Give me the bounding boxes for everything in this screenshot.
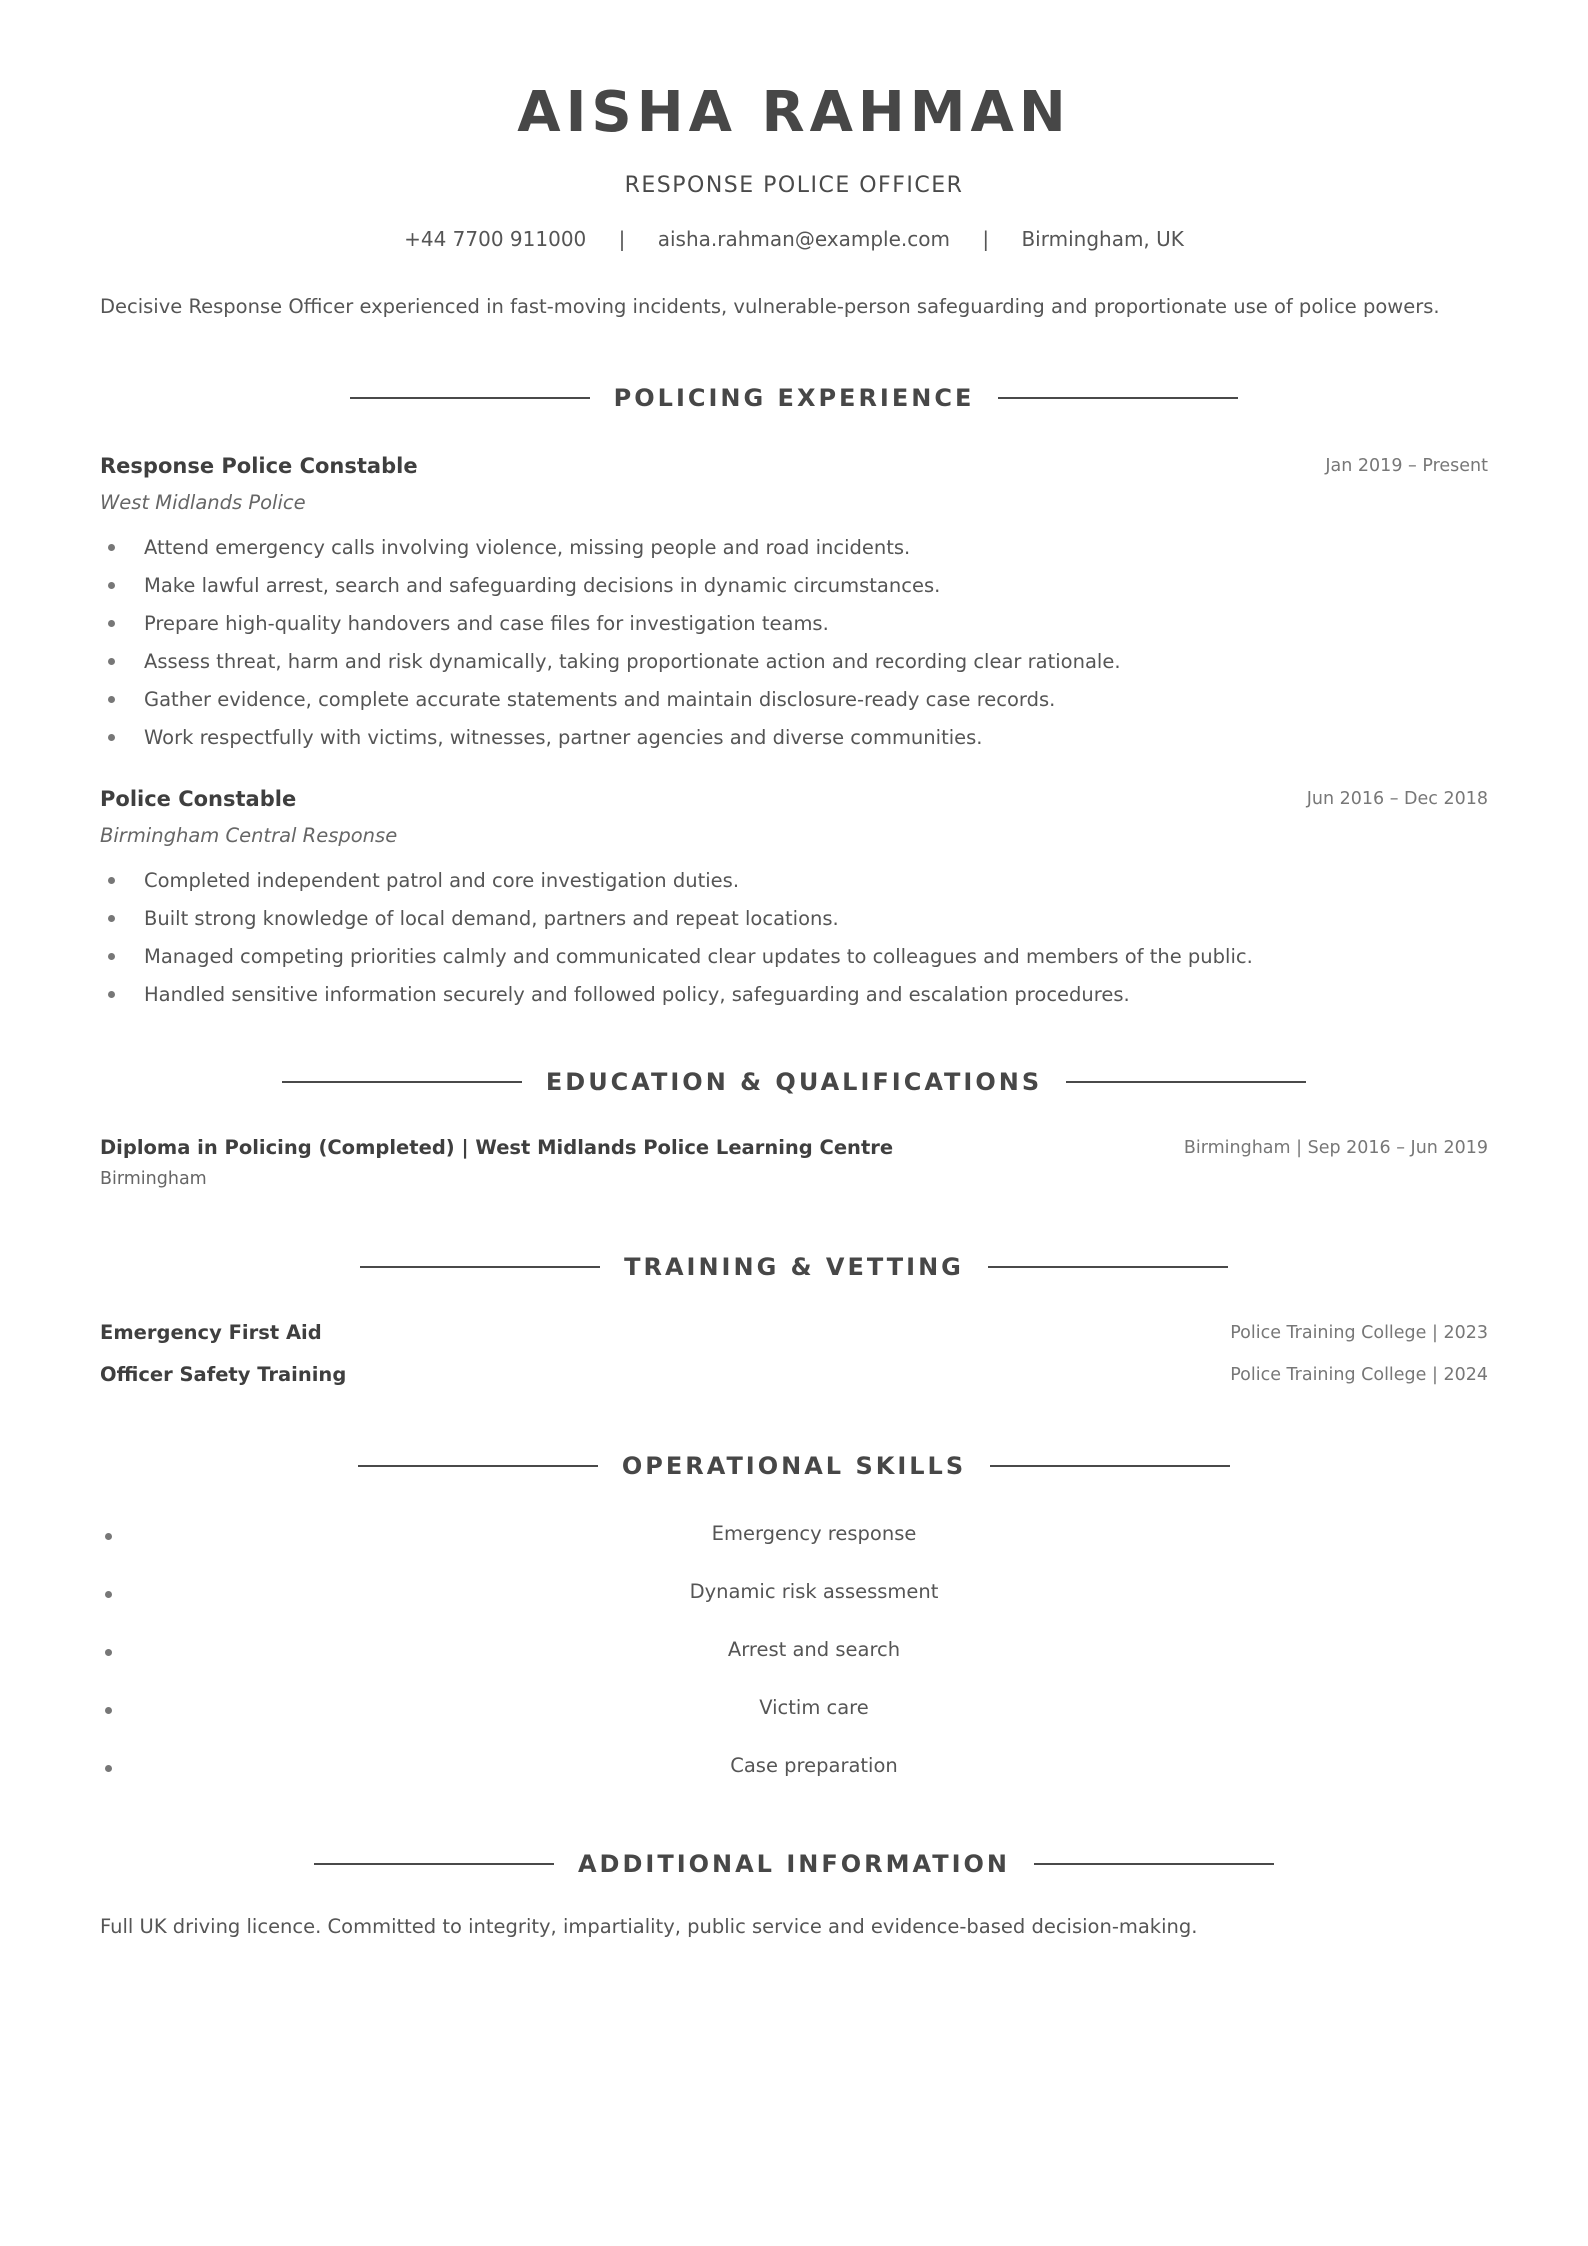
list-item: Prepare high-quality handovers and case files for investigation teams.	[100, 612, 1488, 650]
profile-summary: Decisive Response Officer experienced in fast-moving incidents, vulnerable-person safeguarding and proportionate use of police powers.	[100, 295, 1440, 318]
skill-label: Dynamic risk assessment	[689, 1580, 939, 1603]
heading-rule-right	[998, 397, 1238, 399]
contact-location: Birmingham, UK	[1021, 227, 1184, 251]
heading-rule-left	[282, 1081, 522, 1083]
education-meta: Birmingham | Sep 2016 – Jun 2019	[1183, 1138, 1488, 1158]
skill-item	[100, 1580, 1488, 1610]
section-title: EDUCATION & QUALIFICATIONS	[545, 1068, 1043, 1096]
list-item: Completed independent patrol and core investigation duties.	[100, 869, 1488, 907]
section-title: OPERATIONAL SKILLS	[621, 1452, 967, 1480]
skill-item	[100, 1696, 1488, 1726]
skill-label: Case preparation	[730, 1754, 898, 1777]
list-item: Attend emergency calls involving violence, missing people and road incidents.	[100, 536, 1488, 574]
candidate-role: RESPONSE POLICE OFFICER	[624, 173, 964, 198]
contact-separator: |	[618, 227, 626, 251]
candidate-name: AISHA RAHMAN	[517, 80, 1071, 145]
list-item: Managed competing priorities calmly and communicated clear updates to colleagues and members of the public.	[100, 945, 1488, 983]
job-title: Response Police Constable	[100, 454, 418, 478]
job-organisation: West Midlands Police	[100, 491, 306, 514]
skill-item	[100, 1638, 1488, 1668]
job-bullets	[100, 536, 1488, 764]
list-item: Make lawful arrest, search and safeguarding decisions in dynamic circumstances.	[100, 574, 1488, 612]
skill-label: Emergency response	[711, 1522, 917, 1545]
skill-item	[100, 1522, 1488, 1552]
list-item: Gather evidence, complete accurate statements and maintain disclosure-ready case records.	[100, 688, 1488, 726]
section-heading-skills	[100, 1448, 1488, 1484]
additional-information: Full UK driving licence. Committed to integrity, impartiality, public service and evidence-based decision-making.	[100, 1915, 1198, 1938]
job-title: Police Constable	[100, 787, 297, 811]
training-meta: Police Training College | 2023	[1230, 1323, 1488, 1343]
training-name: Emergency First Aid	[100, 1321, 322, 1344]
heading-rule-right	[1034, 1863, 1274, 1865]
contact-line	[100, 227, 1488, 251]
training-name: Officer Safety Training	[100, 1363, 347, 1386]
heading-rule-left	[360, 1266, 600, 1268]
job-organisation: Birmingham Central Response	[100, 824, 398, 847]
section-heading-training	[100, 1249, 1488, 1285]
section-title: TRAINING & VETTING	[624, 1253, 964, 1281]
heading-rule-left	[358, 1465, 598, 1467]
education-title: Diploma in Policing (Completed) | West Midlands Police Learning Centre	[100, 1136, 894, 1159]
heading-rule-right	[988, 1266, 1228, 1268]
section-title: ADDITIONAL INFORMATION	[577, 1850, 1011, 1878]
contact-separator: |	[982, 227, 990, 251]
list-item: Built strong knowledge of local demand, partners and repeat locations.	[100, 907, 1488, 945]
job-dates: Jun 2016 – Dec 2018	[1306, 789, 1488, 809]
contact-phone: +44 7700 911000	[404, 227, 587, 251]
education-location: Birmingham	[100, 1169, 207, 1189]
contact-email[interactable]: aisha.rahman@example.com	[657, 227, 950, 251]
list-item: Assess threat, harm and risk dynamically, taking proportionate action and recording clear rationale.	[100, 650, 1488, 688]
section-title: POLICING EXPERIENCE	[613, 384, 975, 412]
section-heading-additional	[100, 1846, 1488, 1882]
list-item: Handled sensitive information securely and followed policy, safeguarding and escalation procedures.	[100, 983, 1488, 1021]
job-bullets	[100, 869, 1488, 1021]
skill-label: Victim care	[759, 1696, 869, 1719]
heading-rule-right	[1066, 1081, 1306, 1083]
heading-rule-left	[314, 1863, 554, 1865]
section-heading-experience	[100, 380, 1488, 416]
section-heading-education	[100, 1064, 1488, 1100]
skill-item	[100, 1754, 1488, 1784]
training-meta: Police Training College | 2024	[1230, 1365, 1488, 1385]
skill-label: Arrest and search	[727, 1638, 901, 1661]
list-item: Work respectfully with victims, witnesses, partner agencies and diverse communities.	[100, 726, 1488, 764]
heading-rule-right	[990, 1465, 1230, 1467]
job-dates: Jan 2019 – Present	[1325, 456, 1488, 476]
heading-rule-left	[350, 397, 590, 399]
